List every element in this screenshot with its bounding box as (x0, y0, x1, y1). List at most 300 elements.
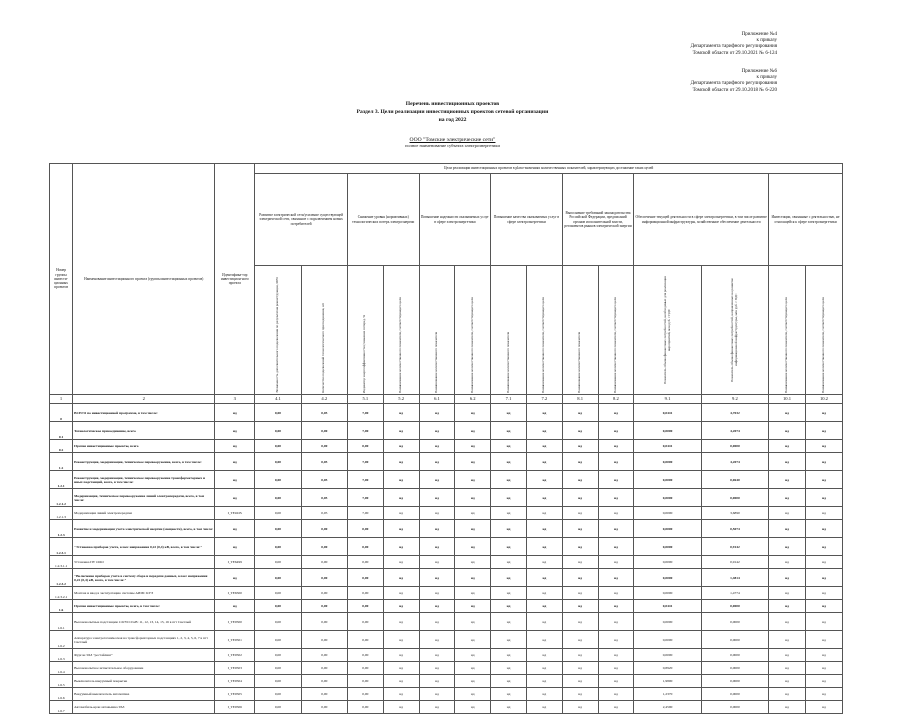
row-value: 0,0000 (634, 649, 701, 662)
row-value: нд (598, 688, 634, 701)
column-number: 4.1 (255, 395, 301, 404)
column-number: 10.1 (769, 395, 806, 404)
row-value: нд (562, 440, 598, 453)
sub-header: Наименование количественного показателя, соответствующего цели (455, 266, 491, 395)
row-value: нд (491, 649, 527, 662)
row-value: 0,00 (255, 440, 301, 453)
row-value: нд (455, 453, 491, 471)
row-value: 7,00 (347, 404, 383, 422)
row-value: нд (419, 440, 455, 453)
row-value: 4,2074 (701, 453, 768, 471)
row-value: нд (769, 662, 806, 675)
row-value: 0,0441 (634, 404, 701, 422)
row-value: 1,9800 (634, 675, 701, 688)
row-value: нд (419, 649, 455, 662)
row-name: Прочие инвестиционные проекты, всего, в том числе: (73, 600, 215, 613)
row-value: нд (598, 404, 634, 422)
group-header: Снижение уровня (нормативных) технологических потерь электроэнергии (347, 174, 419, 266)
row-value: нд (526, 600, 562, 613)
appendix-line: к приказу (756, 75, 777, 81)
row-value: нд (562, 688, 598, 701)
row-value: 0,00 (347, 520, 383, 538)
row-value: нд (491, 600, 527, 613)
row-value: нд (526, 675, 562, 688)
row-value: нд (769, 507, 806, 520)
row-value: нд (491, 688, 527, 701)
row-value: нд (455, 556, 491, 569)
table-row (50, 662, 843, 675)
column-number: 4.2 (301, 395, 347, 404)
row-value: нд (455, 507, 491, 520)
row-value: 0,05 (301, 507, 347, 520)
row-value: 7,00 (347, 453, 383, 471)
row-value: 7,00 (347, 489, 383, 507)
section-title: Раздел 3. Цели реализации инвестиционных проектов сетевой организации (356, 109, 549, 115)
table-row (50, 649, 843, 662)
row-name: Выключатель вакуумный покрытие (73, 675, 215, 688)
row-value: нд (598, 471, 634, 489)
row-number: 1.6.5 (50, 675, 73, 688)
row-value: нд (598, 569, 634, 587)
column-number: 3 (215, 395, 255, 404)
table-body (50, 404, 843, 714)
row-value: нд (383, 404, 419, 422)
group-header: Выполнение требований законодательства Российской Федерации, предписаний органов исполнительной власти, регламентов рынков электрической энергии (562, 174, 634, 266)
row-value: нд (769, 688, 806, 701)
row-name: Высоковольтное испытательное оборудование (73, 662, 215, 675)
row-value: нд (805, 422, 842, 440)
row-value: 0,00 (301, 688, 347, 701)
row-name: "Установка приборов учета, класс напряжения 0,22 (0,4) кВ, всего, в том числе:" (73, 538, 215, 556)
row-number: 1.6.1 (50, 613, 73, 631)
row-name: ВСЕГО по инвестиционной программе, в том числе: (73, 404, 215, 422)
row-value: 0,0000 (634, 538, 701, 556)
row-value: 0,8920 (634, 662, 701, 675)
row-value: нд (383, 662, 419, 675)
row-value: 4,7032 (701, 404, 768, 422)
organization-subtitle: полное наименование субъекта электроэнергетики (405, 143, 500, 148)
row-value: 4,2074 (701, 422, 768, 440)
row-value: нд (598, 489, 634, 507)
table-row (50, 507, 843, 520)
column-number: 8.2 (598, 395, 634, 404)
row-identifier: I_TE0505 (215, 688, 255, 701)
row-name: Развитие и модернизация учета электрической энергии (мощности), всего, в том числе: (73, 520, 215, 538)
table-row (50, 688, 843, 701)
row-value: 0,0640 (701, 471, 768, 489)
appendix-line: Томской области от 29.10.2018 № 6-220 (692, 87, 777, 93)
row-number: 1.2.3.2.1 (50, 587, 73, 600)
row-value: 0,00 (255, 556, 301, 569)
row-value: 0,0000 (634, 587, 701, 600)
row-identifier: нд (215, 489, 255, 507)
row-value: 0,0000 (634, 453, 701, 471)
row-value: 0,00 (301, 649, 347, 662)
row-value: нд (455, 662, 491, 675)
row-value: нд (562, 538, 598, 556)
organization-name: ООО "Томские электрические сети" (409, 137, 496, 143)
row-value: нд (598, 662, 634, 675)
appendix-line: к приказу (756, 38, 777, 44)
row-value: нд (383, 613, 419, 631)
row-value: нд (562, 404, 598, 422)
row-value: нд (419, 613, 455, 631)
row-identifier: I_TE0502 (215, 649, 255, 662)
row-value: нд (769, 613, 806, 631)
row-value: нд (562, 675, 598, 688)
row-value: нд (383, 520, 419, 538)
row-value: нд (769, 471, 806, 489)
row-value: нд (419, 422, 455, 440)
row-value: 0,00 (347, 701, 383, 714)
row-value: 0,00 (301, 520, 347, 538)
row-identifier: I_TE0504 (215, 675, 255, 688)
row-value: нд (769, 520, 806, 538)
row-value: 0,0000 (634, 422, 701, 440)
row-value: 0,00 (347, 613, 383, 631)
row-value: нд (419, 662, 455, 675)
row-identifier: I_TEOOS (215, 507, 255, 520)
row-value: 0,00 (301, 440, 347, 453)
row-number: 1.6.2 (50, 631, 73, 649)
row-value: 0,00 (255, 507, 301, 520)
row-value: 0,00 (347, 569, 383, 587)
row-value: нд (598, 587, 634, 600)
row-value: нд (769, 675, 806, 688)
row-value: нд (419, 675, 455, 688)
row-value: 0,05 (301, 453, 347, 471)
row-value: 7,00 (347, 471, 383, 489)
row-name: Вакуумный выключатель автоматика (73, 688, 215, 701)
row-identifier: I_TE0501 (215, 631, 255, 649)
table-row (50, 471, 843, 489)
row-identifier: нд (215, 404, 255, 422)
table-row (50, 489, 843, 507)
row-value: нд (455, 422, 491, 440)
table-row (50, 520, 843, 538)
row-value: нд (805, 569, 842, 587)
row-value: 0,00 (255, 489, 301, 507)
row-value: нд (805, 649, 842, 662)
row-value: 0,00 (255, 471, 301, 489)
table-row (50, 440, 843, 453)
column-number: 10.2 (805, 395, 842, 404)
row-value: нд (562, 631, 598, 649)
row-value: 0,9142 (701, 556, 768, 569)
column-number-row (50, 395, 843, 404)
row-value: 0,00 (255, 538, 301, 556)
row-value: 0,0000 (634, 520, 701, 538)
row-value: нд (526, 520, 562, 538)
row-value: нд (455, 649, 491, 662)
row-value: нд (419, 556, 455, 569)
appendix-line: Департамента тарифного регулирования (690, 81, 777, 87)
row-value: нд (598, 422, 634, 440)
row-value: нд (598, 453, 634, 471)
row-value: нд (383, 440, 419, 453)
table-row (50, 538, 843, 556)
sub-header: Наименование количественного показателя, соответствующего цели (805, 266, 842, 395)
row-value: 0,00 (347, 688, 383, 701)
column-number: 7.1 (491, 395, 527, 404)
row-value: нд (562, 507, 598, 520)
row-number: 1.2.3.2 (50, 569, 73, 587)
row-value: 0,0000 (701, 649, 768, 662)
row-value: нд (526, 613, 562, 631)
row-value: нд (383, 631, 419, 649)
col-header-goals: Цели реализации инвестиционных проектов в plano-значениях количественных показателей, характеризующих достижение таких целей (255, 164, 843, 174)
year-title: на год 2022 (438, 117, 467, 123)
row-value: нд (562, 556, 598, 569)
row-value: нд (383, 600, 419, 613)
row-value: нд (419, 688, 455, 701)
row-value: нд (526, 404, 562, 422)
row-value: нд (383, 587, 419, 600)
row-value: нд (526, 701, 562, 714)
row-value: нд (526, 631, 562, 649)
row-value: 0,0441 (634, 440, 701, 453)
row-value: нд (491, 538, 527, 556)
table-row (50, 600, 843, 613)
row-value: 0,00 (255, 675, 301, 688)
row-identifier: нд (215, 440, 255, 453)
row-value: 0,00 (255, 569, 301, 587)
row-value: 0,05 (301, 404, 347, 422)
row-value: 0,0000 (634, 631, 701, 649)
row-value: 0,00 (255, 662, 301, 675)
row-value: нд (419, 453, 455, 471)
row-number: 1.2 (50, 453, 73, 471)
row-value: нд (805, 587, 842, 600)
row-value: 0,0000 (634, 569, 701, 587)
row-value: нд (769, 453, 806, 471)
row-value: нд (383, 701, 419, 714)
row-value: нд (562, 453, 598, 471)
row-name: Фургон УАЗ "рестайлинг" (73, 649, 215, 662)
table-row (50, 587, 843, 600)
row-value: 0,00 (301, 631, 347, 649)
row-value: нд (805, 675, 842, 688)
column-number: 5.1 (347, 395, 383, 404)
row-name: Автомобиль-кран автовышка УАЗ (73, 701, 215, 714)
row-name: Реконструкция, модернизация, техническое перевооружение, всего, в том числе: (73, 453, 215, 471)
row-number: 1.2.1 (50, 471, 73, 489)
row-value: нд (805, 507, 842, 520)
row-number: 1.2.1.2 (50, 489, 73, 507)
row-value: нд (491, 404, 527, 422)
row-number: 1.2.3 (50, 520, 73, 538)
table-row (50, 404, 843, 422)
row-value: нд (562, 587, 598, 600)
row-value: нд (455, 440, 491, 453)
row-value: нд (805, 489, 842, 507)
row-value: нд (526, 662, 562, 675)
row-value: 0,0441 (634, 600, 701, 613)
row-value: нд (383, 569, 419, 587)
row-value: нд (562, 649, 598, 662)
row-value: нд (455, 404, 491, 422)
row-value: 0,00 (255, 453, 301, 471)
row-value: нд (598, 538, 634, 556)
row-value: нд (383, 471, 419, 489)
group-header: Обеспечение текущей деятельности в сфере электроэнергетики, в том числе развитие информационной инфраструктуры, хозяйственное обеспечение деятельности (634, 174, 769, 266)
column-number: 7.2 (526, 395, 562, 404)
row-name: Модернизация линий электропередачи (73, 507, 215, 520)
row-value: нд (526, 538, 562, 556)
row-value: 1,4814 (701, 569, 768, 587)
row-value: нд (383, 422, 419, 440)
row-value: нд (769, 538, 806, 556)
row-value: нд (805, 440, 842, 453)
row-value: 0,00 (255, 587, 301, 600)
row-value: 0,00 (255, 404, 301, 422)
col-header-name: Наименование инвестиционного проекта (группы инвестиционных проектов) (73, 164, 215, 395)
sub-header: Наименование количественного показателя (419, 266, 455, 395)
row-value: нд (419, 587, 455, 600)
row-value: 7,00 (347, 507, 383, 520)
row-value: нд (805, 520, 842, 538)
row-number: 0 (50, 404, 73, 422)
row-value: нд (491, 662, 527, 675)
row-value: нд (526, 556, 562, 569)
row-value: нд (455, 631, 491, 649)
row-value: нд (805, 556, 842, 569)
row-value: нд (526, 440, 562, 453)
row-number: 1.6.3 (50, 649, 73, 662)
row-value: 0,9142 (701, 538, 768, 556)
column-number: 5.2 (383, 395, 419, 404)
table-row (50, 556, 843, 569)
row-value: нд (598, 613, 634, 631)
row-value: нд (383, 453, 419, 471)
row-value: 0,0000 (701, 613, 768, 631)
row-value: 0,05 (301, 489, 347, 507)
row-value: нд (598, 520, 634, 538)
row-value: нд (769, 489, 806, 507)
row-value: 0,00 (301, 600, 347, 613)
row-value: нд (383, 556, 419, 569)
appendix-line: Департамента тарифного регулирования (690, 44, 777, 50)
column-number: 8.1 (562, 395, 598, 404)
row-value: 0,00 (255, 600, 301, 613)
sub-header: Возможность дополнительного подключения по результатам реконструкции, МВт (255, 266, 301, 395)
row-value: нд (769, 422, 806, 440)
row-value: нд (526, 507, 562, 520)
row-value: нд (491, 701, 527, 714)
row-value: 0,00 (255, 701, 301, 714)
row-value: 0,00 (347, 649, 383, 662)
row-value: нд (598, 631, 634, 649)
row-name: Аппаратура электротехническая на трансформаторных подстанциях 1, 2, 3, 4, 5, 6, 7 в пгт Светлый (73, 631, 215, 649)
row-number: 1.6 (50, 600, 73, 613)
row-value: нд (383, 538, 419, 556)
row-value: нд (419, 471, 455, 489)
row-value: нд (491, 489, 527, 507)
row-value: нд (419, 569, 455, 587)
row-value: нд (491, 471, 527, 489)
row-value: 0,00 (347, 538, 383, 556)
row-value: нд (491, 507, 527, 520)
row-value: 0,0000 (701, 688, 768, 701)
row-value: 0,00 (301, 613, 347, 631)
row-value: нд (455, 613, 491, 631)
row-value: 0,0000 (634, 613, 701, 631)
row-value: 1,2370 (634, 688, 701, 701)
row-value: 0,00 (301, 422, 347, 440)
sub-header: Наименование количественного показателя, соответствующего цели (526, 266, 562, 395)
row-value: нд (419, 701, 455, 714)
column-number: 6.2 (455, 395, 491, 404)
row-name: Высоковольтные подстанции 110/35/10 кВ: 11, 12, 13, 14, 15, 16 в пгт Светлый (73, 613, 215, 631)
row-value: нд (491, 631, 527, 649)
row-value: нд (805, 631, 842, 649)
row-value: 0,00 (255, 422, 301, 440)
row-number: 1.6.7 (50, 701, 73, 714)
row-value: нд (562, 569, 598, 587)
document-title: Перечень инвестиционных проектов (405, 101, 500, 107)
table-row (50, 569, 843, 587)
row-value: 0,00 (301, 675, 347, 688)
row-value: нд (419, 538, 455, 556)
row-value: нд (383, 675, 419, 688)
row-value: нд (769, 701, 806, 714)
group-header: Развитие электрической сети/усиление существующей электрической сети, связанное с подключением новых потребителей (255, 174, 348, 266)
col-header-id: Идентифика-тор инвестицион-ного проекта (215, 164, 255, 395)
row-value: 0,00 (347, 675, 383, 688)
column-number: 9.1 (634, 395, 701, 404)
row-value: нд (805, 471, 842, 489)
row-value: нд (419, 520, 455, 538)
row-value: 0,00 (255, 520, 301, 538)
table-row (50, 453, 843, 471)
row-value: 0,00 (301, 701, 347, 714)
row-value: нд (455, 587, 491, 600)
row-number: 0.1 (50, 422, 73, 440)
row-value: нд (455, 520, 491, 538)
row-value: нд (598, 675, 634, 688)
row-value: 0,0000 (701, 662, 768, 675)
row-identifier: I_TE0506 (215, 701, 255, 714)
row-identifier: I_TE0500 (215, 613, 255, 631)
row-value: нд (562, 520, 598, 538)
row-identifier: нд (215, 422, 255, 440)
row-value: нд (526, 471, 562, 489)
row-value: нд (769, 569, 806, 587)
row-value: нд (805, 688, 842, 701)
row-value: нд (769, 556, 806, 569)
row-name: Установка ПУ ООО (73, 556, 215, 569)
row-identifier: нд (215, 453, 255, 471)
row-value: 7,00 (347, 422, 383, 440)
row-value: нд (455, 471, 491, 489)
row-value: нд (526, 569, 562, 587)
row-value: нд (491, 675, 527, 688)
row-value: нд (598, 701, 634, 714)
row-value: нд (491, 587, 527, 600)
row-value: нд (455, 675, 491, 688)
row-identifier: I_TE0503 (215, 662, 255, 675)
row-value: нд (805, 453, 842, 471)
row-value: нд (455, 538, 491, 556)
row-value: нд (805, 613, 842, 631)
row-value: нд (491, 422, 527, 440)
row-value: 0,0000 (634, 507, 701, 520)
appendix-block-2 (691, 69, 777, 94)
row-number: 1.2.3.1 (50, 538, 73, 556)
row-value: 0,0000 (701, 675, 768, 688)
row-value: нд (598, 556, 634, 569)
table-row (50, 613, 843, 631)
